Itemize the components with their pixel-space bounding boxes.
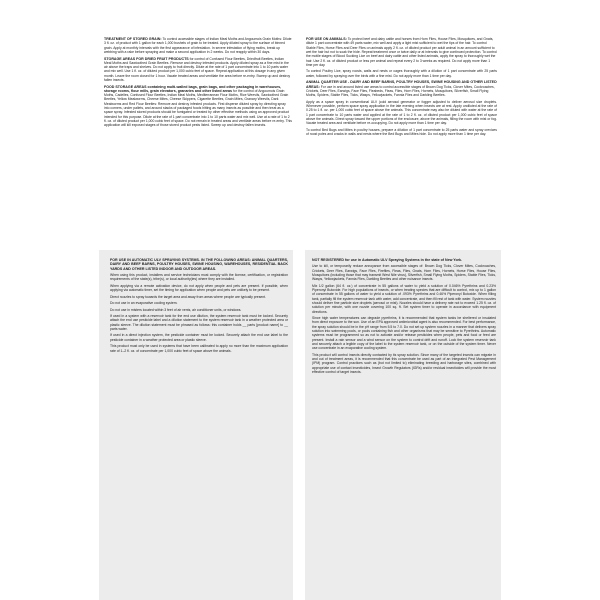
column-top-right — [306, 35, 497, 138]
paragraph: When using this product, installers and service technicians must comply with the license, certification, or registration requirements of the state(s), tribe(s), or local authority(ies) where they are installed. — [110, 273, 288, 282]
section-space-spray — [306, 100, 497, 126]
section-heading-ny: NOT REGISTERED for use in Automatic ULV Spraying Systems in the state of New York. — [312, 258, 463, 262]
section-text: To control Bed Bugs and Mites in poultry houses, prepare a dilution of 1 part concentrate to 25 parts water and spray crevices of roost poles and cracks in walls and nests where the Bed Bugs and Mites hide. Do not apply more than 1 time per day. — [306, 127, 497, 136]
section-bed-bugs — [306, 128, 497, 137]
paragraph: This product will control insects directly contacted by its spray solution. Since many of the targeted insects can migrate in and out of treatment areas, it is recommended that this concentrate be used as part of an Integrated Pest Management (IPM) program. Control practices such as (but not limited to) eliminating breeding and harborage sites, combined with appropriate use of contact insecticides, Insect Growth Regulators (IGRs) and/or residual insecticides will provide the most effective control of target insects. — [312, 352, 496, 374]
paragraph: Direct nozzles to spray towards the target area and away from areas where people are typically present. — [110, 294, 267, 299]
paragraph: Use to kill, or temporarily reduce annoyance from accessible stages of: Brown Dog Ticks, Clover Mites, Cockroaches, Crickets, Deer Flies, Earwigs, Face Flies, Fireflies, Fleas, Flies, Gnats, Horn Flies, Hornets, Horse Flies, House Flies, Mosquitoes (including those that may transmit West Nile virus), Silverfish, Small Flying Moths, Spiders, Stable Flies, Ticks, Wasps, Yellowjackets, Fannia Flies, Darkling Beetles and other nuisance insects. — [312, 264, 496, 282]
paragraph: Since high water temperatures can degrade pyrethrins, it is recommended that system tanks be sheltered or insulated from direct exposure to the sun. Use of an EPA approved antimicrobial agent is also recommended. For best performance, the spray solution should be in the pH range from 5.5 to 7.0. Do not set up system nozzles in a manner that delivers spray solution into swimming pools, or pools containing fish and other organisms that may be sensitive to Pyrethrins. Automatic systems must be programmed so as not to activate and/or release pesticides when people, pets and food or feed are present. Install a rain sensor and a wind sensor on the system to control drift and runoff. Lock the system reservoir tank and securely attach a legible copy of the label to the system reservoir tank, or on the outside of the system timer. Never use concentrate in an evaporative cooling system. — [312, 316, 496, 351]
paragraph: This product must only be used in systems that have been calibrated to apply no more than the maximum application rate of 1–2 fl. oz. of concentrate per 1,000 cubic feet of space above the animals. — [110, 344, 288, 353]
section-text: for control of Confused Flour Beetles, Driedfruit Beetles, Indian Meal Moths and Sawtoothed Grain Beetles. Remove and destroy infested products. Apply diluted spray as a fine mist in the air above the traps and shelves. Do not apply to fruit directly. Dilute at the rate of 1 part concentrate into 1 to 10 parts water and mix well. Use 1 fl. oz. of diluted product per 1,000 cubic feet of space. Repeat application at this dosage in any given month. Leave the room closed for 1 hour. Vacate treated areas and ventilate the area before re-entry. Sweep up and destroy fallen insects. — [104, 56, 291, 83]
section-text: To control accessible stages of Indian Meal Moths and Angoumois Grain Moths: Dilute 3 fl. oz. of product with 1 gallon for each 1,000 bushels of grain to be treated. Apply diluted spray to the surface of binned grain. Apply at monthly intervals with the first appearance of infestation. In severe infestation of flying moths, break up webbing with a rake before spraying and make a second application in 2 weeks. Do not reapply within 30 days. — [104, 37, 292, 55]
paragraph: Mix 1/2 gallon (64 fl. oz.) of concentrate in 55 gallons of water to yield a solution of 0.046% Pyrethrins and 0.23% Piperonyl Butoxide. For high populations of insects, or when treating species that are difficult to control, mix up to 1 gallon of concentrate in 55 gallons of water to yield a solution of .093% Pyrethrins and 0.46% Piperonyl Butoxide. When filling tank, partially fill the system reservoir tank with water, add concentrate, and then fill rest of tank with water. System nozzles should deliver fine particle size droplets (aerosol or mist). Nozzles should have a delivery rate not to exceed 1.25 fl. oz. of solution per minute, with one nozzle covering 100 sq. ft. Set system timer to operate in accordance with equipment directions. — [312, 283, 496, 314]
column-bottom-right — [312, 258, 496, 376]
section-text: To protect beef and dairy cattle and horses from Horn Flies, House Flies, Mosquitoes, and Gnats, dilute 1 part concentrate with 49 parts water, mix well and apply a light mist sufficient to wet the tips of the hair. To control Stable Flies, Horse Flies and Deer Flies on animals apply 2 fl. oz. of diluted product per adult animal in an amount sufficient to wet the hair but not to soak the hide. Repeat treatment once or twice daily or at intervals to give continued protection. To control the motile stages of Blood Sucking Lice on beef and dairy cattle and other listed animals, apply the spray to thoroughly wet the hair. Use 2 fl. oz. of diluted product or less per animal and repeat every 2 to 3 weeks as required. Do not apply more than 1 time per day. — [306, 37, 497, 67]
section-heading: FOR USE ON ANIMALS: — [306, 37, 347, 42]
section-heading: TREATMENT OF STORED GRAIN: — [104, 37, 162, 42]
section-text: To control Poultry Lice, spray roosts, walls and nests or cages thoroughly with a dilution of 1 part concentrate with 25 parts water, followed by spraying over the birds with a fine mist. Do not apply more than 1 time per day. — [306, 69, 497, 78]
section-heading-ulv: FOR USE IN AUTOMATIC ULV SPRAYING SYSTEMS. IN THE FOLLOWING AREAS: ANIMAL QUARTERS, DAIRY AND BEEF BARNS, POULTRY HOUSES, SWINE HOUSING, WAREHOUSES, RESIDENTIAL BACK YARDS AND OTHER LISTED INDOOR AND OUTDOOR AREAS. — [110, 258, 288, 271]
column-bottom-left — [110, 258, 288, 355]
section-text: Apply as a space spray in conventional ULV (cold aerosol generator or fogger adjusted to deliver aerosol size droplets. Whenever possible, perform space spray application in the late evening when insects are at rest. Apply undiluted at the rate of 0.25 to 1 fl. oz. per 1,000 cubic feet of space above the animals. This concentrate may also be diluted with water at the rate of 1 part concentrate to 10 parts water and applied at the rate of 1 to 2 fl. oz. of diluted product per 1,000 cubic feet of space above the animals. Direct spray toward the upper portions of the enclosure, above the animals, filling the room with mist or fog. Vacate treated area and ventilate before re-occupying. Do not apply more than 1 time per day. — [306, 99, 497, 126]
paragraph: If used in a system with a reservoir tank for the end use dilution, the system reservoir tank must be locked. Securely attach the end use pesticide label and a dilution statement to the system reservoir tank in a weather protected area or plastic sleeve. The dilution statement must be phrased as follows: this container holds __ parts [product name] to __ parts water. — [110, 314, 288, 331]
section-heading: STORAGE AREAS FOR DRIED FRUIT PRODUCTS — [104, 56, 189, 61]
column-top-left — [104, 35, 292, 130]
paragraph: Do not use in misters located within 3 feet of air vents, air conditioner units, or windows. — [110, 307, 242, 312]
section-text: For use in and around listed use areas to control accessible stages of Brown Dog Ticks, Clover Mites, Cockroaches, Crickets, Deer Flies, Earwigs, Face Flies, Fleabeds, Fleas, Flies, Horn Flies, Hornets, Mosquitoes, Silverfish, Small Flying Moths, Spiders, Stable Flies, Ticks, Wasps, Yellowjackets, Fannia Flies and Darkling Beetles. — [306, 84, 495, 98]
section-text: for the control of Angoumois Grain Moths, Cadelles, Confused Flour Beetles, Indian Meal Moths, Mediterranean Flour Moths, Rice Weevils, Sawtoothed Grain Beetles, Yellow Mealworms, Cheese Mites, Cheese Skippers, Cigarette Beetles, Grain Mites, Granary Weevils, Dark Mealworms and Red Flour Beetles: Remove and destroy infested products. First disperse diluted spray by directing spray into corners, under pallets, and around stacks of packaged foods hitting as many insects as possible and then treat as a space spray. Infested stored products should be fumigated or treated by other effective methods using an approved product intended for this purpose. Dilute at the rate of 1 part concentrate into 1 to 10 parts water and mix well. Use at a rate of 1 to 2 fl. oz. of diluted product per 1,000 cubic feet of space. Do not remain in treated areas and ventilate areas before re-entry. This application will kill exposed stages of those stored product pests listed. Sweep up and destroy fallen insects. — [104, 88, 292, 128]
paragraph: If used in a direct injection system, the pesticide container must be locked. Securely attach the end use label to the pesticide container in a weather protected area or plastic sleeve. — [110, 333, 288, 342]
paragraph: Do not use in an evaporative cooling system. — [110, 301, 178, 306]
paragraph: When applying via a remote activation device, do not apply when people and pets are present. If possible, when applying via automatic timer, set the timing for application when people and pets are unlikely to be present. — [110, 283, 288, 293]
section-heading: ANIMAL QUARTER USE - DAIRY AND BEEF BARNS, POULTRY HOUSES, SWINE HOUSING AND OTHER LISTED AREAS: — [306, 80, 497, 89]
section-poultry-lice — [306, 69, 497, 78]
section-heading: FOOD STORAGE AREAS containing multi-walled bags, grain bags, and other packaging in warehouses, storage rooms, flour mills, grain elevators, granaries and other listed areas — [104, 84, 282, 93]
